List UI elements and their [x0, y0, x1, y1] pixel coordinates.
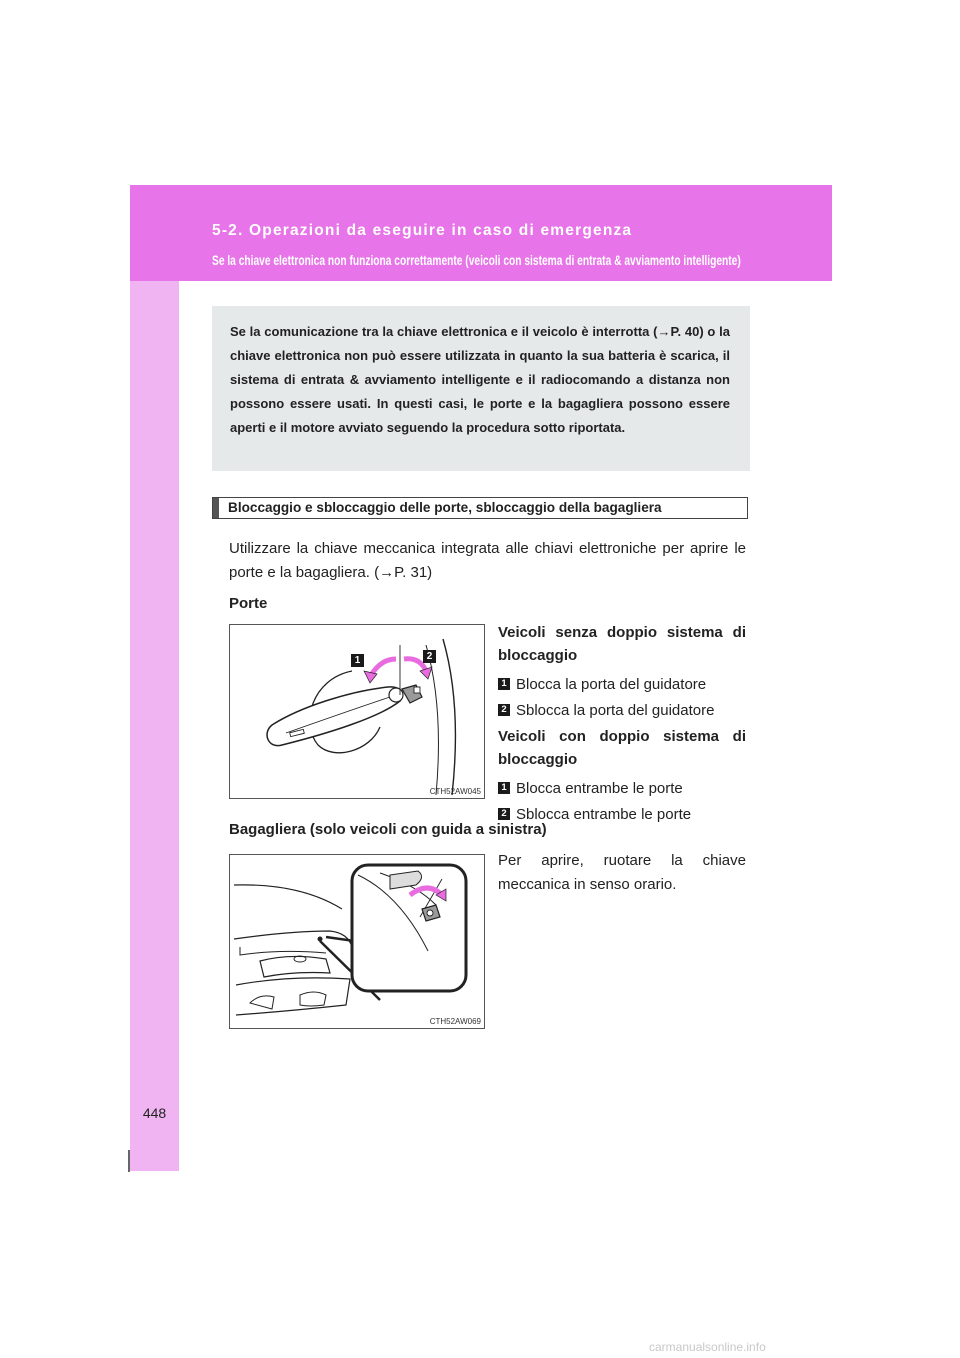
step-number: 1 — [498, 782, 510, 794]
intro-text: Se la comunicazione tra la chiave elettronica e il veicolo è interrotta (→P. 40) o la chiave elettronica non può essere utilizzata in quanto la sua batteria è scarica, il sistema di entrata & avviamento intelligente e il radiocomando a distanza non possono essere usati. In questi casi, le porte e la bagagliera possono essere aperti e il motore avviato seguendo la procedura sotto riportata. — [230, 324, 730, 435]
step-text: Sblocca la porta del guidatore — [516, 701, 715, 719]
step-text: Blocca entrambe le porte — [516, 779, 683, 797]
page-number: 448 — [142, 1105, 167, 1121]
crop-mark — [128, 1150, 130, 1172]
subsection-header — [212, 497, 748, 519]
doors-heading: Porte — [229, 595, 268, 612]
section-title: 5-2. Operazioni da eseguire in caso di emergenza — [212, 222, 633, 239]
callout-1: 1 — [351, 654, 364, 667]
side-color-band — [130, 185, 179, 1171]
trunk-illustration — [230, 855, 484, 1028]
figure-code: CTH52AW069 — [429, 1017, 481, 1026]
door-instructions — [498, 621, 746, 827]
trunk-text: Per aprire, ruotare la chiave meccanica in senso orario. — [498, 852, 746, 893]
door-handle-illustration — [230, 625, 484, 798]
step-number: 1 — [498, 678, 510, 690]
callout-2: 2 — [423, 650, 436, 663]
subsection-title: Bloccaggio e sbloccaggio delle porte, sbloccaggio della bagagliera — [228, 500, 662, 515]
step-number: 2 — [498, 704, 510, 716]
chapter-title: Se la chiave elettronica non funziona correttamente (veicoli con sistema di entrata & avviamento intelligente) — [212, 252, 741, 268]
step-text: Blocca la porta del guidatore — [516, 675, 707, 693]
subsection-header-marker — [213, 498, 219, 518]
step-number: 2 — [498, 808, 510, 820]
with-double-lock-heading: Veicoli con doppio sistema di bloccaggio — [498, 728, 746, 768]
step-item — [498, 697, 746, 723]
figure-code: CTH52AW045 — [429, 787, 481, 796]
step-item — [498, 671, 746, 697]
watermark-url: carmanualsonline.info — [649, 1340, 766, 1354]
trunk-instructions — [498, 849, 746, 897]
without-double-lock-heading: Veicoli senza doppio sistema di bloccaggio — [498, 624, 746, 664]
step-item — [498, 775, 746, 801]
intro-box — [212, 306, 750, 471]
subsection-body: Utilizzare la chiave meccanica integrata alle chiavi elettroniche per aprire le porte e la bagagliera. (→P. 31) — [229, 540, 746, 581]
trunk-figure — [229, 854, 485, 1029]
door-handle-figure — [229, 624, 485, 799]
trunk-heading: Bagagliera (solo veicoli con guida a sinistra) — [229, 821, 547, 838]
step-text: Sblocca entrambe le porte — [516, 805, 692, 823]
